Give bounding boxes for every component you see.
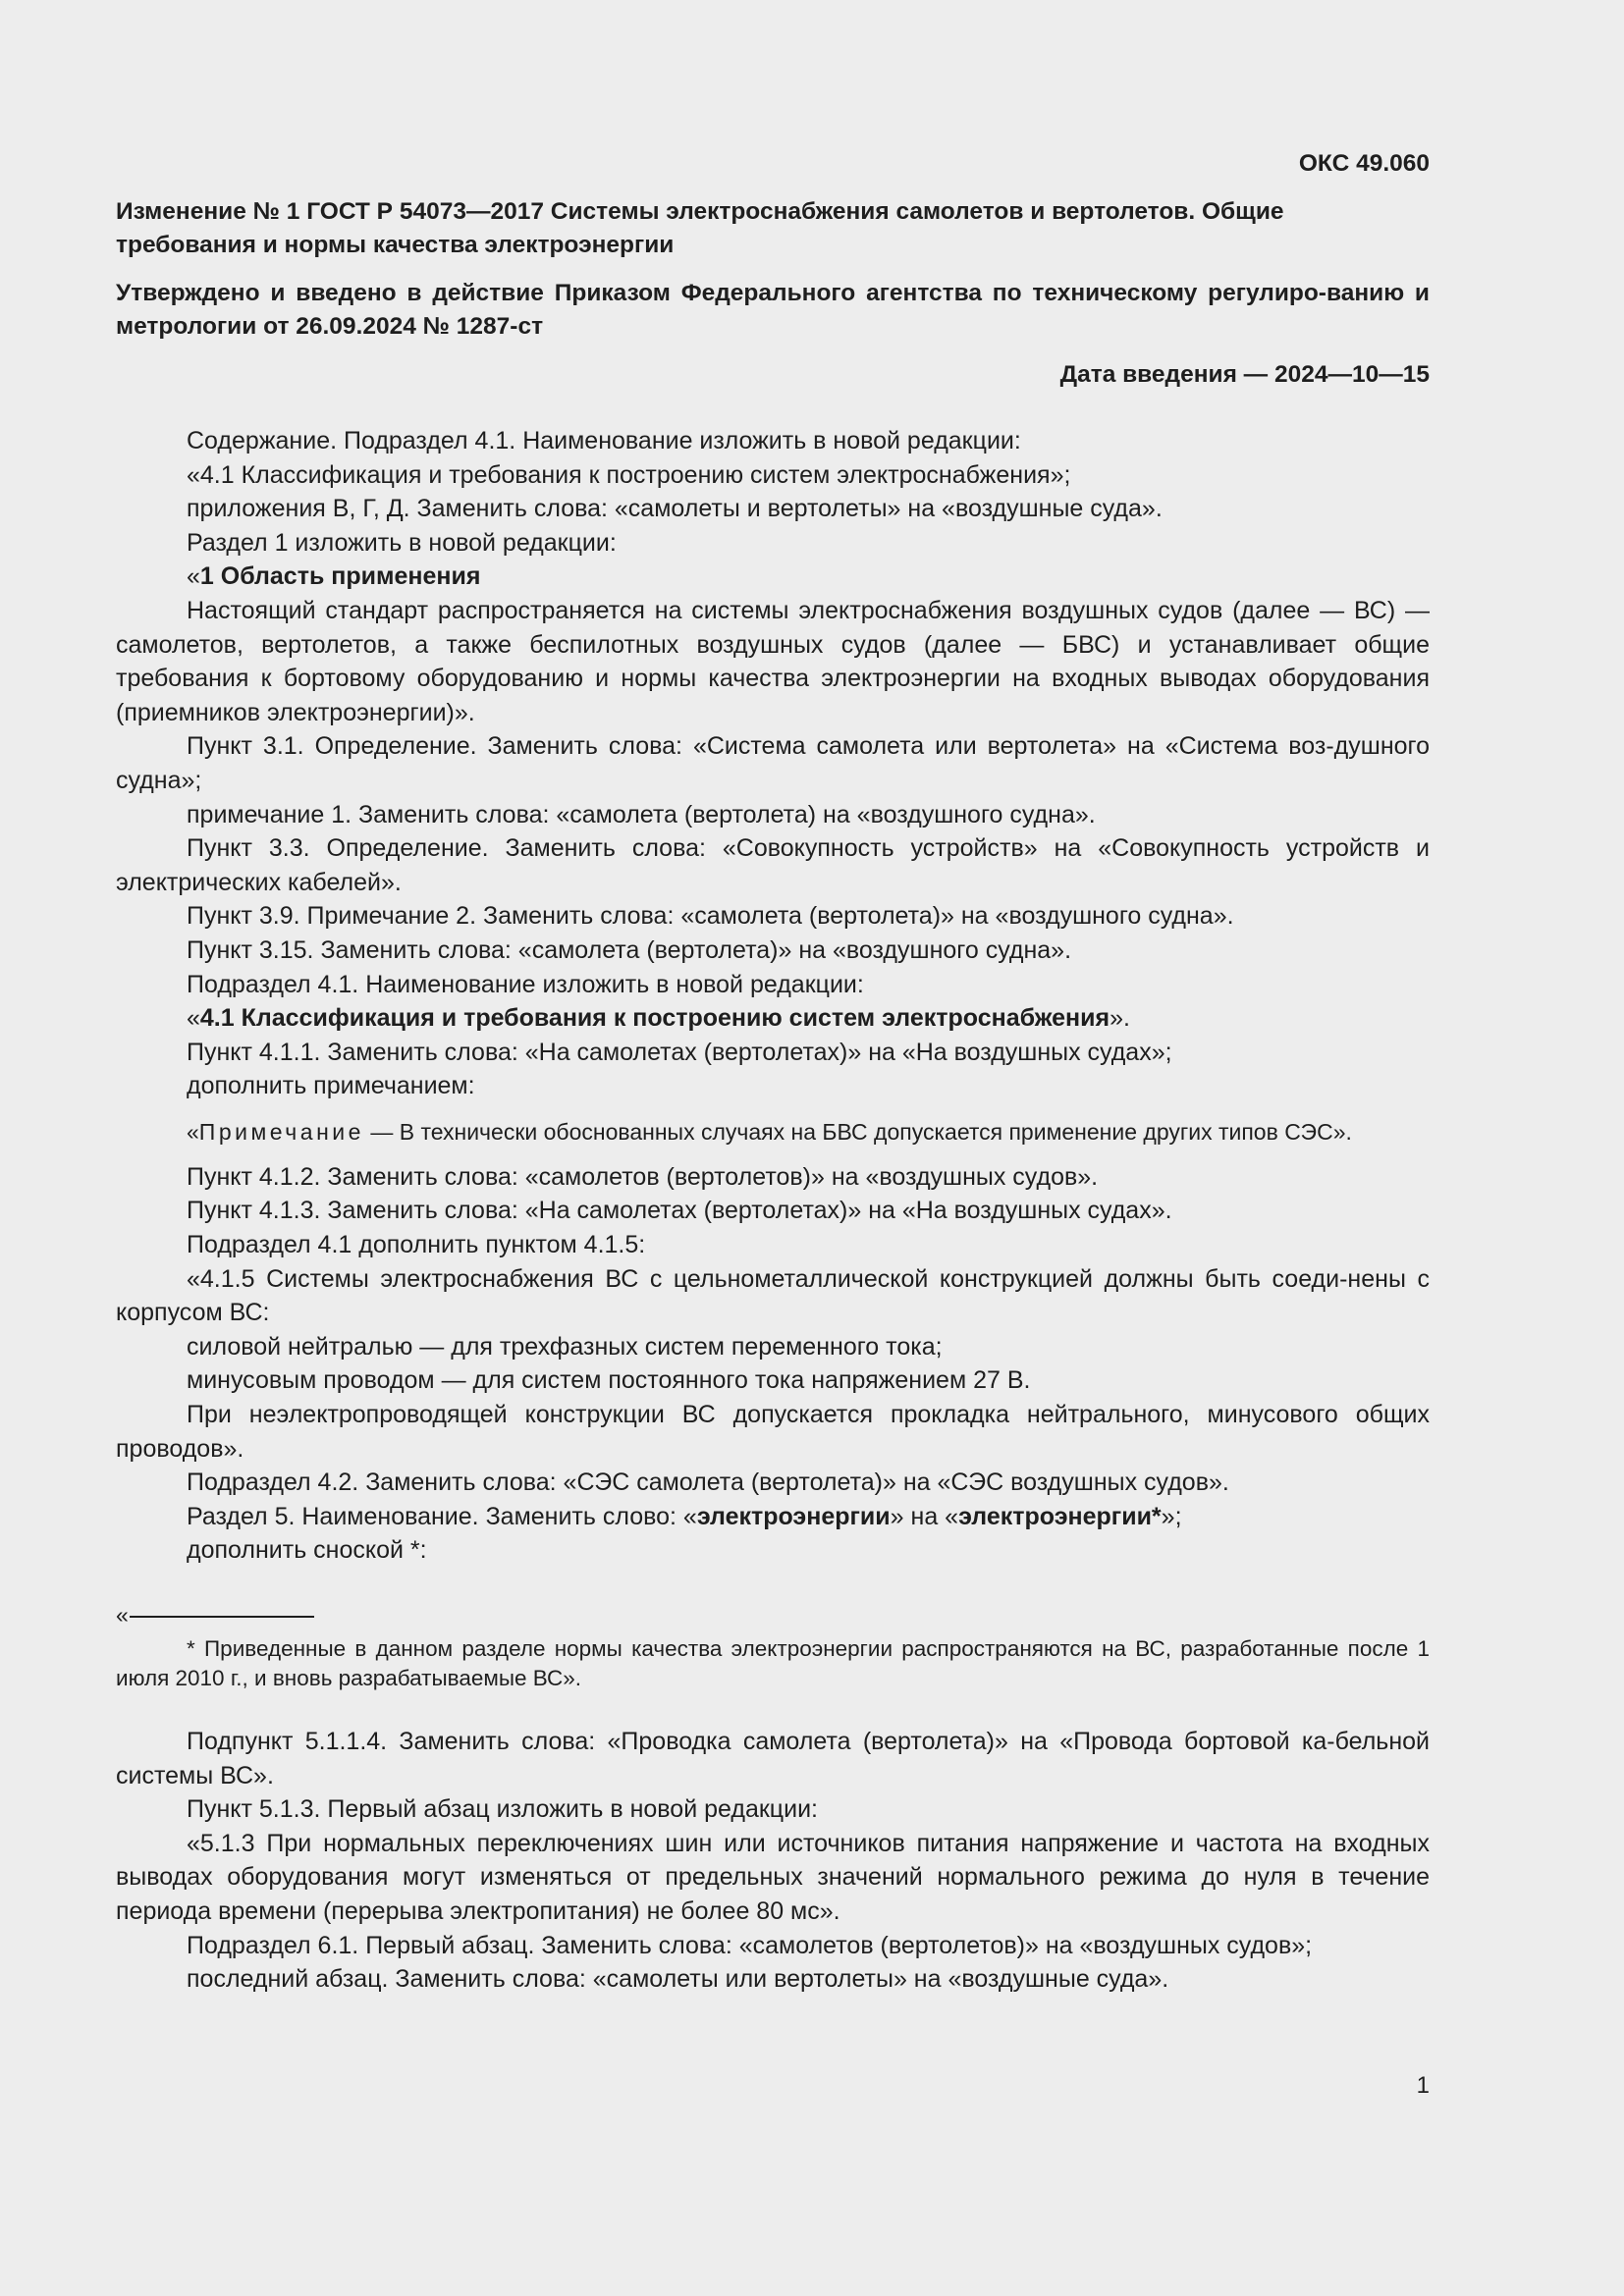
footnote-separator — [116, 1603, 1430, 1627]
paragraph: силовой нейтралью — для трехфазных систем переменного тока; — [187, 1332, 943, 1361]
text-run: »; — [1161, 1502, 1182, 1530]
paragraph: Пункт 4.1.3. Заменить слова: «На самолетах (вертолетах)» на «На воздушных судах». — [187, 1197, 1172, 1225]
paragraph: Содержание. Подраздел 4.1. Наименование изложить в новой редакции: — [187, 427, 1021, 454]
approval-statement: Утверждено и введено в действие Приказом Федерального агентства по техническому регулиро-ванию и метрологии от 26.09.2024 № 1287-ст — [116, 280, 1430, 340]
section-heading-line — [116, 560, 1430, 594]
text-run: Раздел 5. Наименование. Заменить слово: « — [187, 1502, 697, 1530]
paragraph: дополнить примечанием: — [187, 1072, 475, 1100]
section-heading: 1 Область применения — [199, 562, 481, 591]
paragraph — [116, 1500, 1430, 1534]
footnote-rule — [130, 1616, 314, 1618]
paragraph: примечание 1. Заменить слова: «самолета (вертолета) на «воздушного судна». — [187, 800, 1096, 828]
paragraph: Пункт 4.1.2. Заменить слова: «самолетов (вертолетов)» на «воздушных судов». — [187, 1162, 1099, 1191]
paragraph: Пункт 3.15. Заменить слова: «самолета (вертолета)» на «воздушного судна». — [187, 935, 1072, 964]
quote-mark: « — [187, 1118, 199, 1145]
paragraph: Подраздел 4.2. Заменить слова: «СЭС самолета (вертолета)» на «СЭС воздушных судов». — [187, 1468, 1229, 1497]
paragraph: «4.1.5 Системы электроснабжения ВС с цельнометаллической конструкцией должны быть соеди-нены с корпусом ВС: — [116, 1264, 1430, 1327]
paragraph: минусовым проводом — для систем постоянного тока напряжением 27 В. — [187, 1366, 1031, 1395]
paragraph: Пункт 4.1.1. Заменить слова: «На самолетах (вертолетах)» на «На воздушных судах»; — [187, 1038, 1172, 1066]
note-text: — В технически обоснованных случаях на БВС допускается применение других типов СЭС». — [363, 1118, 1352, 1145]
paragraph: «4.1 Классификация и требования к построению систем электроснабжения»; — [187, 460, 1071, 489]
quote-mark: « — [187, 562, 200, 591]
document-body — [116, 424, 1430, 1997]
subsection-heading: 4.1 Классификация и требования к построению систем электроснабжения — [199, 1004, 1110, 1033]
paragraph: Пункт 3.3. Определение. Заменить слова: «Совокупность устройств» на «Совокупность устройств и электрических кабелей». — [116, 834, 1430, 896]
paragraph: Настоящий стандарт распространяется на системы электроснабжения воздушных судов (далее — ВС) — самолетов, вертолетов, а также беспилотных воздушных судов (далее — БВС) и устанавливает общие требования к бортовому оборудованию и нормы качества электроэнергии на входных выводах оборудования (приемников электроэнергии)». — [116, 596, 1430, 726]
paragraph: Пункт 5.1.3. Первый абзац изложить в новой редакции: — [187, 1795, 819, 1824]
footnote: * Приведенные в данном разделе нормы качества электроэнергии распространяются на ВС, разработанные после 1 июля 2010 г., и вновь разрабатываемые ВС». — [116, 1636, 1430, 1690]
paragraph: дополнить сноской *: — [187, 1536, 427, 1565]
paragraph: Подпункт 5.1.1.4. Заменить слова: «Проводка самолета (вертолета)» на «Провода бортовой ка-бельной системы ВС». — [116, 1728, 1430, 1789]
effective-date: Дата введения — 2024—10—15 — [1059, 361, 1430, 388]
paragraph: Подраздел 4.1. Наименование изложить в новой редакции: — [187, 970, 864, 998]
note-paragraph — [116, 1117, 1430, 1147]
paragraph: При неэлектропроводящей конструкции ВС допускается прокладка нейтрального, минусового общих проводов». — [116, 1401, 1430, 1463]
paragraph: Подраздел 4.1 дополнить пунктом 4.1.5: — [187, 1231, 646, 1259]
document-title: Изменение № 1 ГОСТ Р 54073—2017 Системы электроснабжения самолетов и вертолетов. Общие требования и нормы качества электроэнергии — [116, 198, 1284, 258]
note-label: Примечание — [198, 1118, 364, 1145]
classification-code: ОКС 49.060 — [1298, 150, 1430, 177]
paragraph: Раздел 1 изложить в новой редакции: — [187, 528, 617, 557]
paragraph: Пункт 3.9. Примечание 2. Заменить слова: «самолета (вертолета)» на «воздушного судна». — [187, 902, 1234, 931]
paragraph: приложения В, Г, Д. Заменить слова: «самолеты и вертолеты» на «воздушные суда». — [187, 495, 1163, 523]
paragraph: последний абзац. Заменить слова: «самолеты или вертолеты» на «воздушные суда». — [187, 1965, 1169, 1994]
paragraph: «5.1.3 При нормальных переключениях шин или источников питания напряжение и частота на входных выводах оборудования могут изменяться от предельных значений нормального режима до нуля в течение периода времени (перерыва электропитания) не более 80 мс». — [116, 1829, 1430, 1925]
quote-mark: ». — [1110, 1004, 1130, 1033]
quote-mark: « — [116, 1602, 129, 1628]
paragraph: Пункт 3.1. Определение. Заменить слова: «Система самолета или вертолета» на «Система воз-душного судна»; — [116, 732, 1430, 794]
paragraph: Подраздел 6.1. Первый абзац. Заменить слова: «самолетов (вертолетов)» на «воздушных судов»; — [187, 1931, 1313, 1959]
text-run: » на « — [890, 1502, 959, 1530]
quote-mark: « — [187, 1004, 200, 1033]
page-number: 1 — [1416, 2072, 1430, 2099]
document-page — [116, 145, 1430, 1997]
bold-term: электроэнергии — [696, 1502, 891, 1530]
subsection-heading-line — [116, 1001, 1430, 1036]
bold-term: электроэнергии* — [958, 1502, 1162, 1530]
